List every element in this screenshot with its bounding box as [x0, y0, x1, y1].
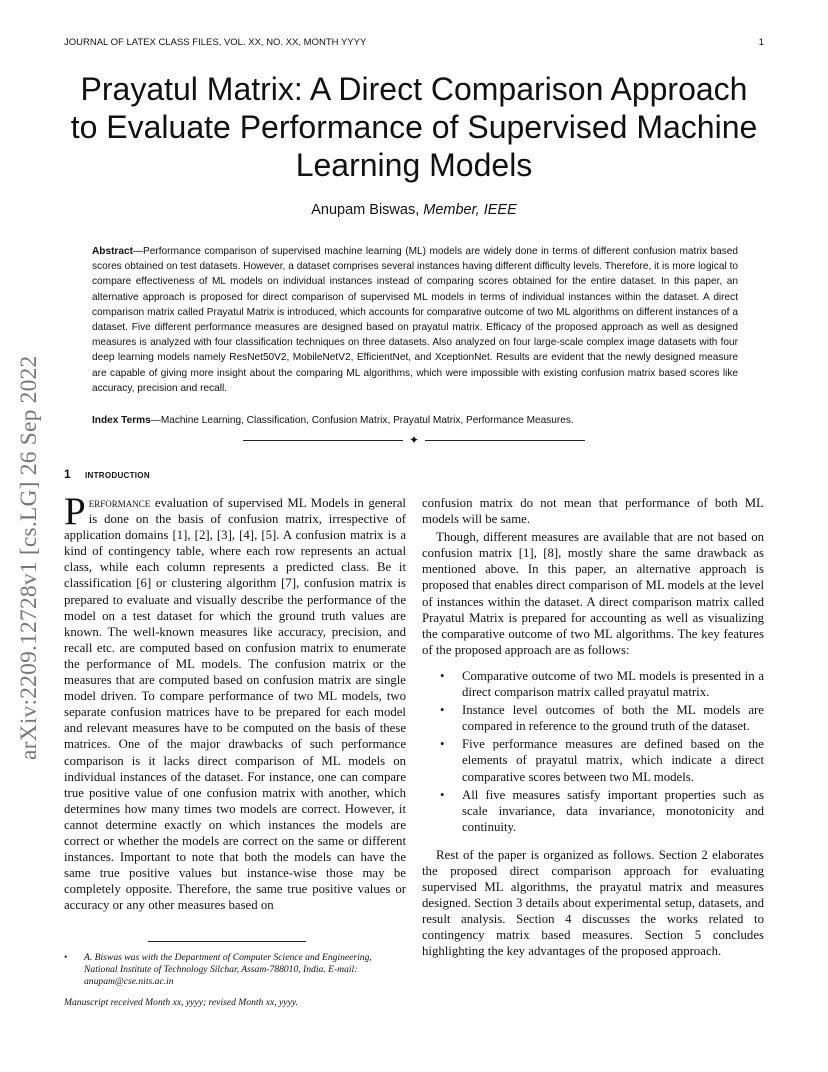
section-title: introduction [84, 467, 150, 481]
journal-line: JOURNAL OF LATEX CLASS FILES, VOL. XX, NO. XX, MONTH YYYY [64, 37, 367, 48]
paper-title: Prayatul Matrix: A Direct Comparison Approach to Evaluate Performance of Supervised Machine Learning Models [70, 71, 758, 183]
footnote-text: A. Biswas was with the Department of Computer Science and Engineering, National Institute of Technology Silchar, Assam-788010, India. E-mail: anupam@cse.nits.ac.in [84, 952, 372, 987]
author-affiliation: Member, IEEE [423, 202, 517, 218]
intro-text: evaluation of supervised ML Models in general is done on the basis of confusion matrix, irrespective of application domains [1], [2], [3], [4], [5]. A confusion matrix is a kind of contingency table, where each row represents an actual class, while each column represents a predicted class. Be it classification [6] or clustering algorithm [7], confusion matrix is prepared to evaluate and visually describe the performance of the model on a test dataset for which the ground truth values are known. The well-known measures like accuracy, precision, and recall etc. are computed based on confusion matrix to enumerate the performance of ML models. The confusion matrix or the measures that are computed based on confusion matrix are single model driven. To compare performance of two ML models, two separate confusion matrices have to be prepared for each model and relevant measures have to be computed on the basis of these matrices. One of the major drawbacks of such performance comparison is it lacks direct comparison of ML models on individual instances of the dataset. For instance, one can compare true positive value of one confusion matrix with another, which determines how many times two models are correct. However, it cannot determine exactly on which instances the models are correct or whether the models are correct on the same or different instances. Important to note that both the models can have the same true positive values but instance-wise those may be completely opposite. Therefore, the same true positive values or accuracy or any other measures based on [64, 496, 406, 913]
manuscript-note: Manuscript received Month xx, yyyy; revised Month xx, yyyy. [64, 997, 298, 1008]
abstract [92, 244, 738, 396]
author-line [64, 202, 764, 218]
running-header [64, 37, 764, 48]
section-heading [64, 467, 150, 481]
separator-line-right [425, 440, 585, 441]
index-terms [92, 414, 738, 428]
right-paragraph-2: Though, different measures are available that are not based on confusion matrix [1], [8], mostly share the same drawback as mentioned above. In this paper, an alternative approach is proposed that enables direct comparison of ML models at the level of instances within the dataset. A direct comparison matrix called Prayatul Matrix is prepared for accounting as well as visualizing the comparative outcome of two ML algorithms. The key features of the proposed approach are as follows: [422, 530, 764, 657]
index-terms-text: —Machine Learning, Classification, Confusion Matrix, Prayatul Matrix, Performance Measures. [150, 415, 574, 426]
right-paragraph-1: confusion matrix do not mean that performance of both ML models will be same. [422, 496, 764, 527]
footnote-bullet: • [64, 952, 68, 963]
section-number: 1 [64, 467, 71, 481]
left-column [64, 490, 406, 913]
abstract-label: Abstract [92, 246, 133, 257]
intro-paragraph [64, 490, 406, 913]
feature-list [422, 668, 764, 835]
arxiv-stamp: arXiv:2209.12728v1 [cs.LG] 26 Sep 2022 [16, 355, 42, 760]
lead-word: erformance [88, 496, 151, 510]
list-item: • Five performance measures are defined based on the elements of prayatul matrix, which indicate a direct comparative scores between two ML models. [462, 736, 764, 784]
right-column [422, 495, 764, 960]
drop-cap: P [64, 490, 86, 533]
abstract-text: —Performance comparison of supervised machine learning (ML) models are widely done in terms of different confusion matrix based scores obtained on test datasets. However, a dataset comprises several instances having different difficulty levels. Therefore, it is more logical to compare effectiveness of ML models on individual instances instead of comparing scores obtained for the entire dataset. In this paper, an alternative approach is proposed for direct comparison of supervised ML models in terms of individual instances within the dataset. A direct comparison matrix called Prayatul Matrix is introduced, which accounts for comparative outcome of two ML algorithms on different instances of a dataset. Five different performance measures are designed based on prayatul matrix. Efficacy of the proposed approach as well as designed measures is analyzed with four classification techniques on three datasets. Also analyzed on four large-scale complex image datasets with four deep learning models namely ResNet50V2, MobileNetV2, EfficientNet, and XceptionNet. Results are evident that the newly designed measure are capable of giving more insight about the comparing ML algorithms, which were impossible with existing confusion matrix based scores like accuracy, precision and recall. [92, 246, 738, 394]
list-item: • Instance level outcomes of both the ML models are compared in reference to the ground truth of the dataset. [462, 702, 764, 734]
section-separator [243, 434, 585, 448]
list-item: • All five measures satisfy important properties such as scale invariance, data invariance, monotonicity and continuity. [462, 787, 764, 835]
list-item: • Comparative outcome of two ML models is presented in a direct comparison matrix called prayatul matrix. [462, 668, 764, 700]
separator-star-icon: ✦ [408, 433, 420, 447]
author-name: Anupam Biswas, [311, 202, 424, 218]
footnote [64, 952, 406, 988]
separator-line-left [243, 440, 403, 441]
index-terms-label: Index Terms [92, 415, 151, 426]
page-number: 1 [758, 37, 764, 48]
footnote-rule [148, 941, 306, 942]
right-paragraph-3: Rest of the paper is organized as follows. Section 2 elaborates the proposed direct comparison approach for evaluating supervised ML algorithms, the prayatul matrix and measures designed. Section 3 details about experimental setup, datasets, and result analysis. Section 4 discusses the works related to contingency matrix based measures. Section 5 concludes highlighting the key advantages of the proposed approach. [422, 847, 764, 959]
